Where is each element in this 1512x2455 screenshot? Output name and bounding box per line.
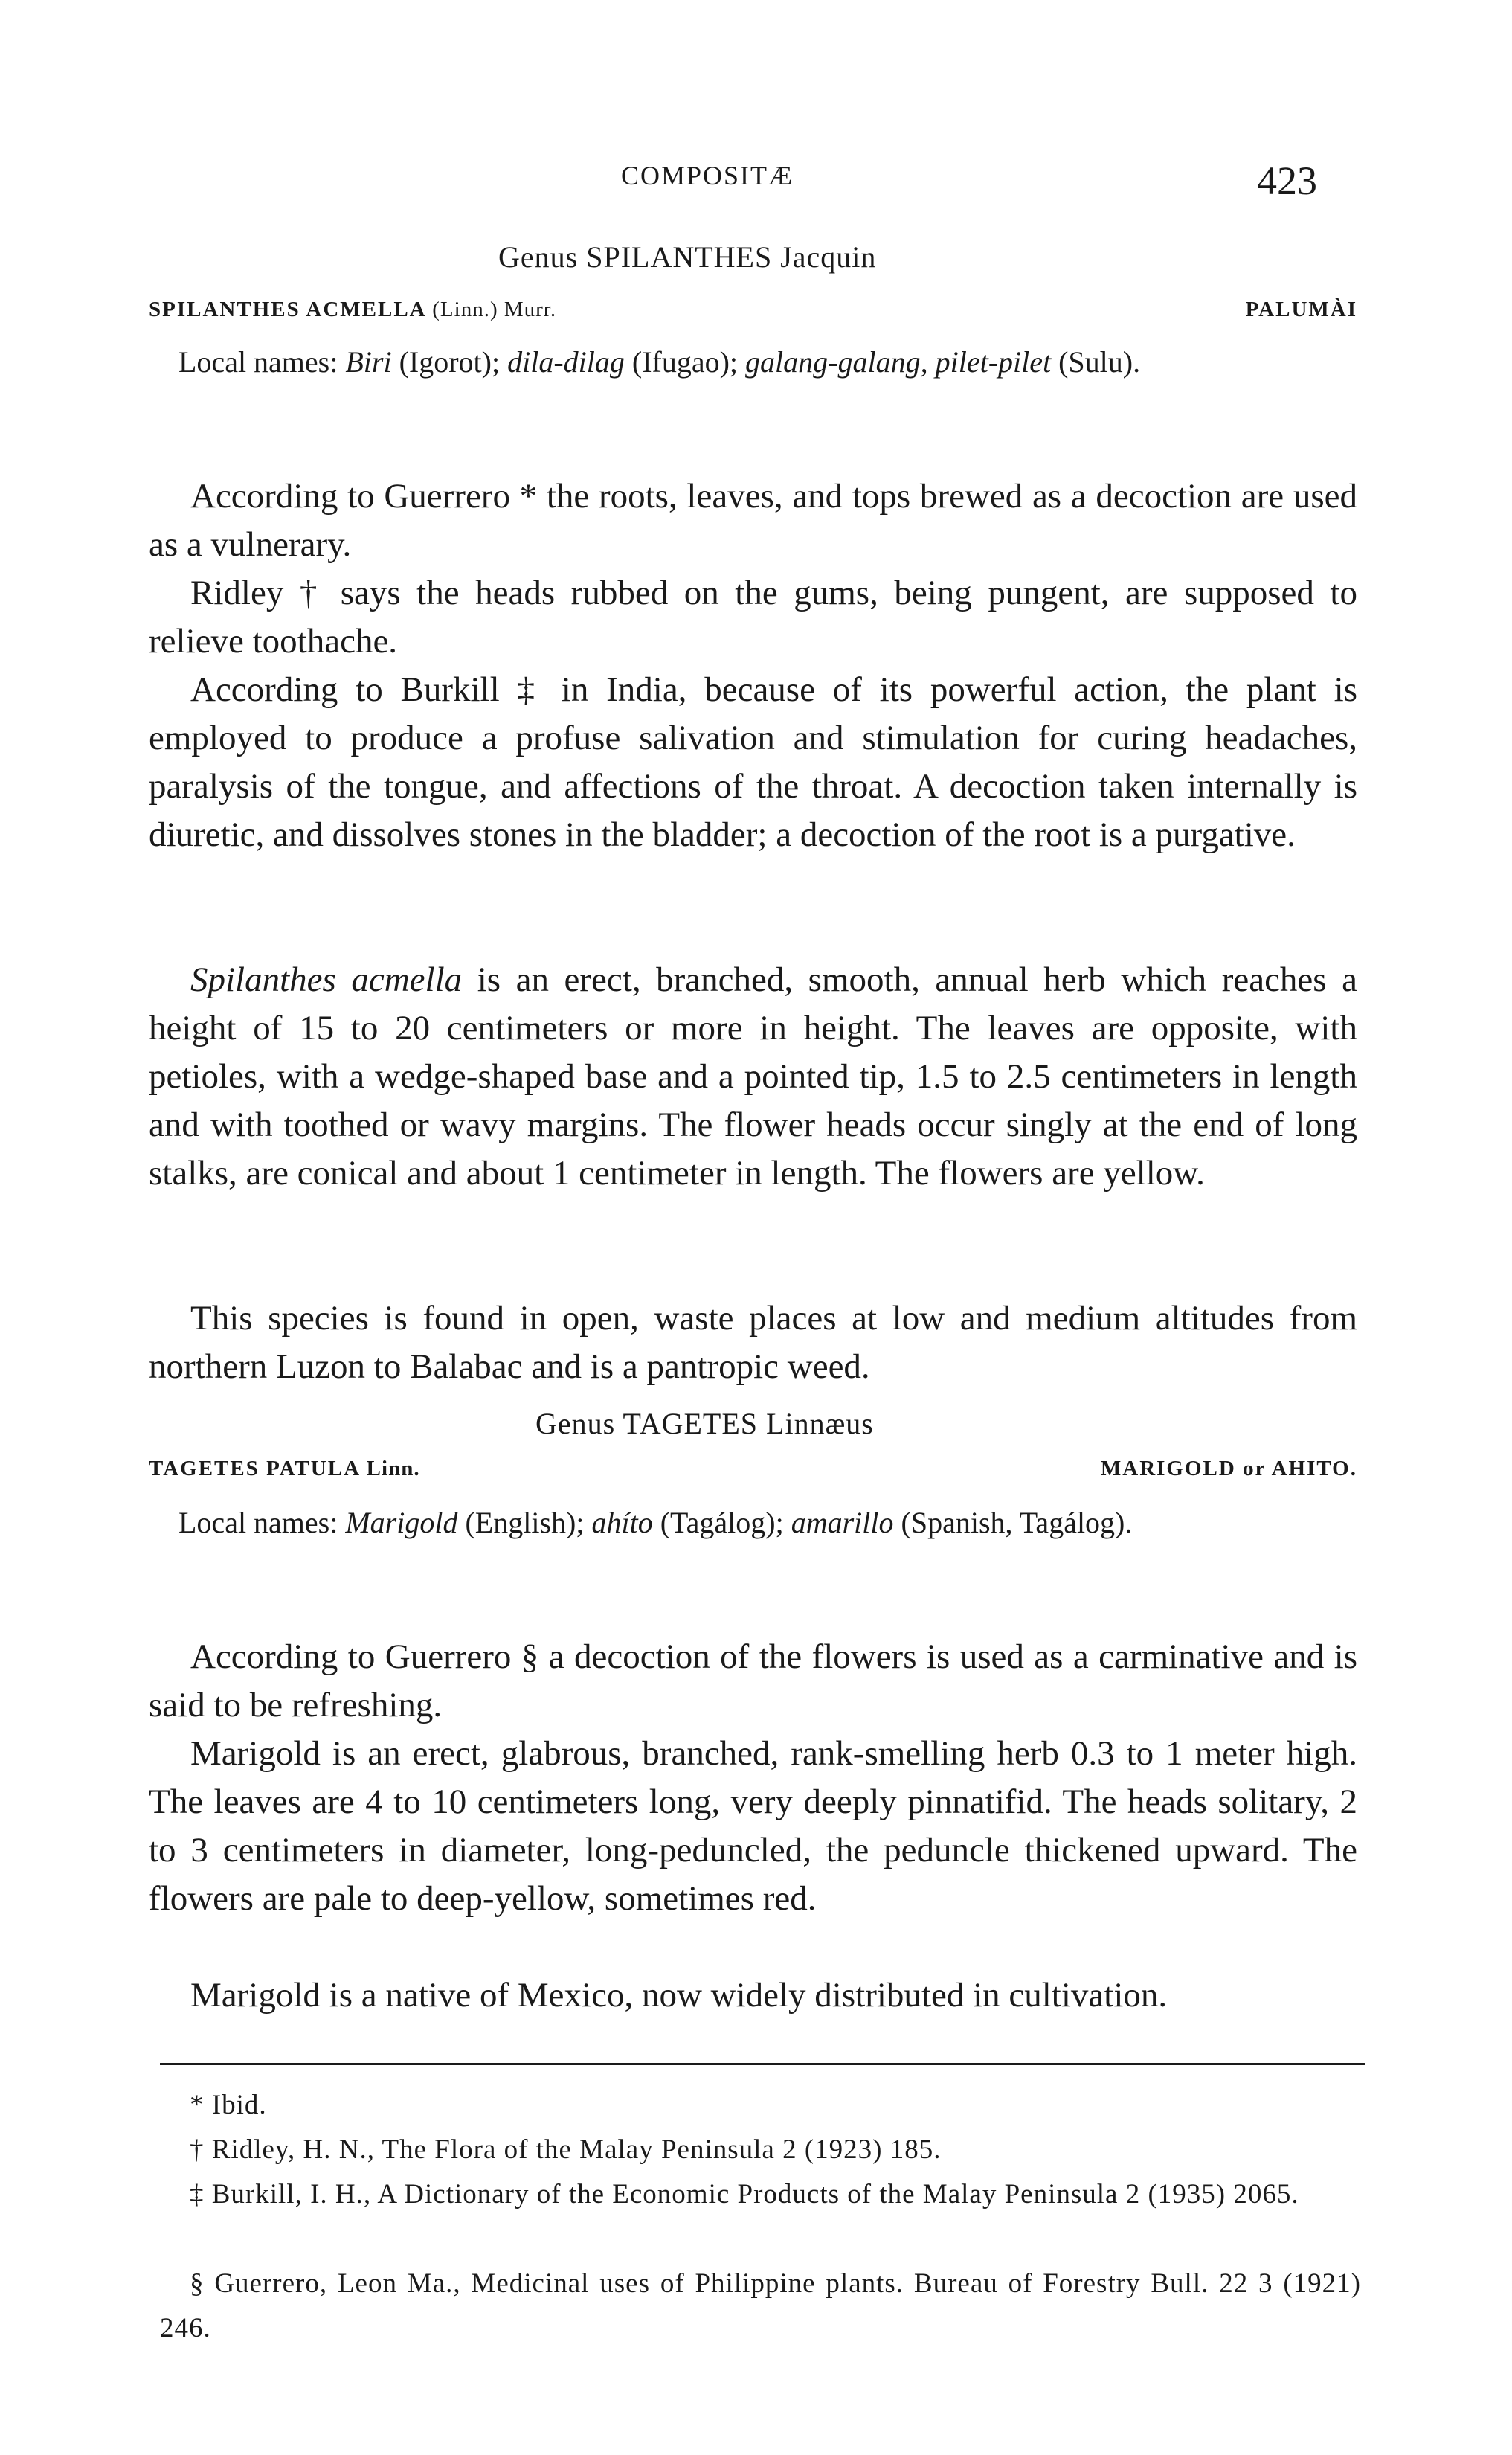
footnote: § Guerrero, Leon Ma., Medicinal uses of Philippine plants. Bureau of Forestry Bull. 22 3 (1921) 246.	[160, 2268, 1361, 2343]
local-names-label: Local names:	[178, 345, 346, 379]
species-heading	[149, 1457, 1357, 1481]
local-names: Local names: Marigold (English); ahíto (Tagálog); amarillo (Spanish, Tagálog).	[178, 1506, 1133, 1539]
paragraph: This species is found in open, waste places at low and medium altitudes from northern Luzon to Balabac and is a pantropic weed.	[149, 1299, 1357, 1386]
paragraph: According to Burkill ‡ in India, because of its powerful action, the plant is employed to produce a profuse salivation and stimulation for curing headaches, paralysis of the tongue, and affections of the throat. A decoction taken internally is diuretic, and dissolves stones in the bladder; a decoction of the root is a purgative.	[149, 670, 1357, 854]
species-common-name: MARIGOLD or AHITO.	[1100, 1457, 1357, 1480]
paragraph: According to Guerrero § a decoction of the flowers is used as a carminative and is said to be refreshing.	[149, 1637, 1357, 1724]
local-name: galang-galang, pilet-pilet	[745, 345, 1052, 379]
species-common-name: PALUMÀI	[1245, 298, 1357, 321]
paragraph: Marigold is a native of Mexico, now widely distributed in cultivation.	[190, 1976, 1168, 2015]
local-name: Marigold	[345, 1506, 458, 1539]
local-name: amarillo	[791, 1506, 894, 1539]
species-authority: Linn.	[366, 1457, 420, 1480]
species-italic-name: Spilanthes acmella	[190, 960, 463, 999]
genus-heading: Genus SPILANTHES Jacquin	[498, 240, 877, 274]
local-name: Biri	[345, 345, 392, 379]
footnote: † Ridley, H. N., The Flora of the Malay Peninsula 2 (1923) 185.	[190, 2134, 942, 2165]
running-head: COMPOSITÆ	[621, 161, 794, 190]
species-binomial: TAGETES PATULA	[149, 1457, 360, 1480]
page-number: 423	[1257, 158, 1317, 203]
local-names: Local names: Biri (Igorot); dila-dilag (Ifugao); galang-galang, pilet-pilet (Sulu).	[178, 345, 1141, 379]
genus-heading: Genus TAGETES Linnæus	[535, 1407, 874, 1440]
species-binomial: SPILANTHES ACMELLA	[149, 298, 426, 321]
footnote-rule	[160, 2063, 1365, 2065]
species-description: Spilanthes acmella is an erect, branched, smooth, annual herb which reaches a height of 15 to 20 centimeters or more in height. The leaves are opposite, with petioles, with a wedge-shaped base and a pointed tip, 1.5 to 2.5 centimeters in length and with toothed or wavy margins. The flower heads occur singly at the end of long stalks, are conical and about 1 centimeter in length. The flowers are yellow.	[149, 960, 1358, 1193]
paragraph: Ridley † says the heads rubbed on the gums, being pungent, are supposed to relieve toothache.	[149, 574, 1357, 661]
species-authority: (Linn.) Murr.	[432, 298, 557, 321]
local-name: ahíto	[591, 1506, 653, 1539]
footnote: * Ibid.	[190, 2090, 267, 2120]
footnote: ‡ Burkill, I. H., A Dictionary of the Economic Products of the Malay Peninsula 2 (1935) 2065.	[190, 2179, 1299, 2210]
species-heading	[149, 298, 1357, 322]
paragraph: Marigold is an erect, glabrous, branched, rank-smelling herb 0.3 to 1 meter high. The leaves are 4 to 10 centimeters long, very deeply pinnatifid. The heads solitary, 2 to 3 centimeters in diameter, long-peduncled, the peduncle thickened upward. The flowers are pale to deep-yellow, sometimes red.	[149, 1734, 1357, 1918]
local-names-label: Local names:	[178, 1506, 346, 1539]
local-name: dila-dilag	[507, 345, 625, 379]
paragraph: According to Guerrero * the roots, leaves, and tops brewed as a decoction are used as a vulnerary.	[149, 477, 1357, 564]
